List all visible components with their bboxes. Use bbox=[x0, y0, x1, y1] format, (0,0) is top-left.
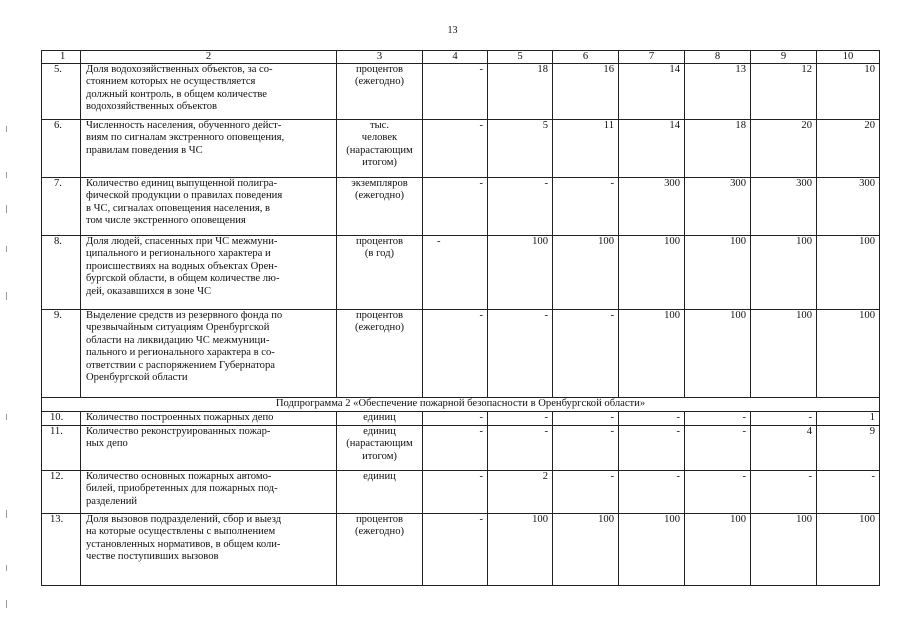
table-row bbox=[42, 514, 880, 586]
row-number: 11. bbox=[42, 426, 81, 471]
value-cell: 5 bbox=[488, 120, 553, 178]
value-cell: 100 bbox=[685, 310, 751, 398]
margin-mark bbox=[6, 565, 7, 571]
indicator-name: Выделение средств из резервного фонда по чрезвычайным ситуациям Оренбургской области на ликвидацию ЧС межмуници- пального и регионального характера в со- ответствии с распоряжением Губернатора Оренбургской области bbox=[81, 310, 337, 398]
margin-mark bbox=[6, 205, 7, 213]
table-row bbox=[42, 426, 880, 471]
value-cell: 300 bbox=[817, 178, 880, 236]
value-cell: - bbox=[553, 426, 619, 471]
value-cell: - bbox=[685, 412, 751, 426]
value-cell: - bbox=[817, 471, 880, 514]
table-row bbox=[42, 178, 880, 236]
value-cell: - bbox=[423, 471, 488, 514]
value-cell: 1 bbox=[817, 412, 880, 426]
value-cell: 20 bbox=[817, 120, 880, 178]
indicator-name: Количество реконструированных пожар- ных депо bbox=[81, 426, 337, 471]
row-number: 8. bbox=[42, 236, 81, 310]
value-cell: - bbox=[423, 236, 488, 310]
indicator-name: Доля вызовов подразделений, сбор и выезд на которые осуществлены с выполнением установленных нормативов, в общем коли- честве поступивших вызовов bbox=[81, 514, 337, 586]
value-cell: 100 bbox=[619, 514, 685, 586]
value-cell: 20 bbox=[751, 120, 817, 178]
unit: экземпляров (ежегодно) bbox=[337, 178, 423, 236]
row-number: 9. bbox=[42, 310, 81, 398]
row-number: 12. bbox=[42, 471, 81, 514]
value-cell: - bbox=[488, 178, 553, 236]
value-cell: 100 bbox=[553, 514, 619, 586]
value-cell: - bbox=[619, 471, 685, 514]
column-number: 2 bbox=[81, 51, 337, 64]
value-cell: 100 bbox=[751, 236, 817, 310]
margin-mark bbox=[6, 414, 7, 420]
value-cell: 300 bbox=[751, 178, 817, 236]
table-row bbox=[42, 236, 880, 310]
indicator-name: Количество построенных пожарных депо bbox=[81, 412, 337, 426]
unit: единиц bbox=[337, 412, 423, 426]
table-row bbox=[42, 120, 880, 178]
value-cell: - bbox=[488, 412, 553, 426]
value-cell: - bbox=[553, 310, 619, 398]
value-cell: 100 bbox=[553, 236, 619, 310]
value-cell: - bbox=[619, 412, 685, 426]
value-cell: 2 bbox=[488, 471, 553, 514]
value-cell: - bbox=[423, 426, 488, 471]
value-cell: - bbox=[553, 412, 619, 426]
value-cell: - bbox=[553, 178, 619, 236]
column-number: 10 bbox=[817, 51, 880, 64]
value-cell: - bbox=[488, 310, 553, 398]
subprogram-row bbox=[42, 398, 880, 412]
column-number: 8 bbox=[685, 51, 751, 64]
indicator-name: Количество единиц выпущенной полигра- фической продукции о правилах поведения в ЧС, сигналах оповещения населения, в том числе экстренного оповещения bbox=[81, 178, 337, 236]
page-number: 13 bbox=[447, 25, 458, 36]
value-cell: 300 bbox=[619, 178, 685, 236]
margin-mark bbox=[6, 510, 7, 518]
table-row bbox=[42, 471, 880, 514]
value-cell: 12 bbox=[751, 64, 817, 120]
column-number: 9 bbox=[751, 51, 817, 64]
value-cell: 100 bbox=[685, 514, 751, 586]
value-cell: 4 bbox=[751, 426, 817, 471]
row-number: 6. bbox=[42, 120, 81, 178]
value-cell: 18 bbox=[488, 64, 553, 120]
value-cell: 100 bbox=[751, 310, 817, 398]
value-cell: - bbox=[619, 426, 685, 471]
row-number: 13. bbox=[42, 514, 81, 586]
value-cell: 13 bbox=[685, 64, 751, 120]
value-cell: 9 bbox=[817, 426, 880, 471]
indicator-name: Доля водохозяйственных объектов, за со- стоянием которых не осуществляется должный контроль, в общем количестве водохозяйственных объектов bbox=[81, 64, 337, 120]
value-cell: 14 bbox=[619, 120, 685, 178]
table-row bbox=[42, 310, 880, 398]
value-cell: 100 bbox=[488, 514, 553, 586]
value-cell: - bbox=[488, 426, 553, 471]
row-number: 5. bbox=[42, 64, 81, 120]
value-cell: 100 bbox=[751, 514, 817, 586]
column-number: 4 bbox=[423, 51, 488, 64]
indicator-name: Численность населения, обученного дейст- виям по сигналам экстренного оповещения, правилам поведения в ЧС bbox=[81, 120, 337, 178]
value-cell: 100 bbox=[488, 236, 553, 310]
indicator-name: Количество основных пожарных автомо- билей, приобретенных для пожарных под- разделений bbox=[81, 471, 337, 514]
value-cell: - bbox=[685, 426, 751, 471]
value-cell: 100 bbox=[619, 310, 685, 398]
value-cell: - bbox=[423, 178, 488, 236]
value-cell: - bbox=[423, 412, 488, 426]
value-cell: 100 bbox=[619, 236, 685, 310]
value-cell: 300 bbox=[685, 178, 751, 236]
table-row bbox=[42, 412, 880, 426]
value-cell: - bbox=[751, 471, 817, 514]
value-cell: 100 bbox=[817, 310, 880, 398]
unit: процентов (ежегодно) bbox=[337, 514, 423, 586]
value-cell: 100 bbox=[817, 514, 880, 586]
margin-mark bbox=[6, 126, 7, 132]
value-cell: 11 bbox=[553, 120, 619, 178]
value-cell: - bbox=[553, 471, 619, 514]
unit: единиц bbox=[337, 471, 423, 514]
unit: единиц (нарастающим итогом) bbox=[337, 426, 423, 471]
value-cell: 18 bbox=[685, 120, 751, 178]
value-cell: 100 bbox=[817, 236, 880, 310]
column-number: 6 bbox=[553, 51, 619, 64]
value-cell: - bbox=[685, 471, 751, 514]
margin-mark bbox=[6, 246, 7, 252]
unit: процентов (в год) bbox=[337, 236, 423, 310]
indicators-table bbox=[41, 50, 880, 586]
indicator-name: Доля людей, спасенных при ЧС межмуни- ципального и регионального характера и происшествиях на водных объектах Орен- бургской области, в общем количестве лю- дей, оказавшихся в зоне ЧС bbox=[81, 236, 337, 310]
value-cell: 16 bbox=[553, 64, 619, 120]
value-cell: 100 bbox=[685, 236, 751, 310]
unit: процентов (ежегодно) bbox=[337, 310, 423, 398]
column-number: 5 bbox=[488, 51, 553, 64]
margin-mark bbox=[6, 600, 7, 608]
table-row bbox=[42, 64, 880, 120]
unit: тыс. человек (нарастающим итогом) bbox=[337, 120, 423, 178]
value-cell: - bbox=[751, 412, 817, 426]
row-number: 7. bbox=[42, 178, 81, 236]
value-cell: - bbox=[423, 64, 488, 120]
column-number: 7 bbox=[619, 51, 685, 64]
column-number: 1 bbox=[42, 51, 81, 64]
value-cell: 10 bbox=[817, 64, 880, 120]
margin-mark bbox=[6, 172, 7, 178]
unit: процентов (ежегодно) bbox=[337, 64, 423, 120]
column-number: 3 bbox=[337, 51, 423, 64]
value-cell: - bbox=[423, 120, 488, 178]
row-number: 10. bbox=[42, 412, 81, 426]
margin-mark bbox=[6, 292, 7, 300]
subprogram-title: Подпрограмма 2 «Обеспечение пожарной безопасности в Оренбургской области» bbox=[42, 398, 880, 412]
value-cell: - bbox=[423, 514, 488, 586]
column-number-row bbox=[42, 51, 880, 64]
value-cell: 14 bbox=[619, 64, 685, 120]
value-cell: - bbox=[423, 310, 488, 398]
